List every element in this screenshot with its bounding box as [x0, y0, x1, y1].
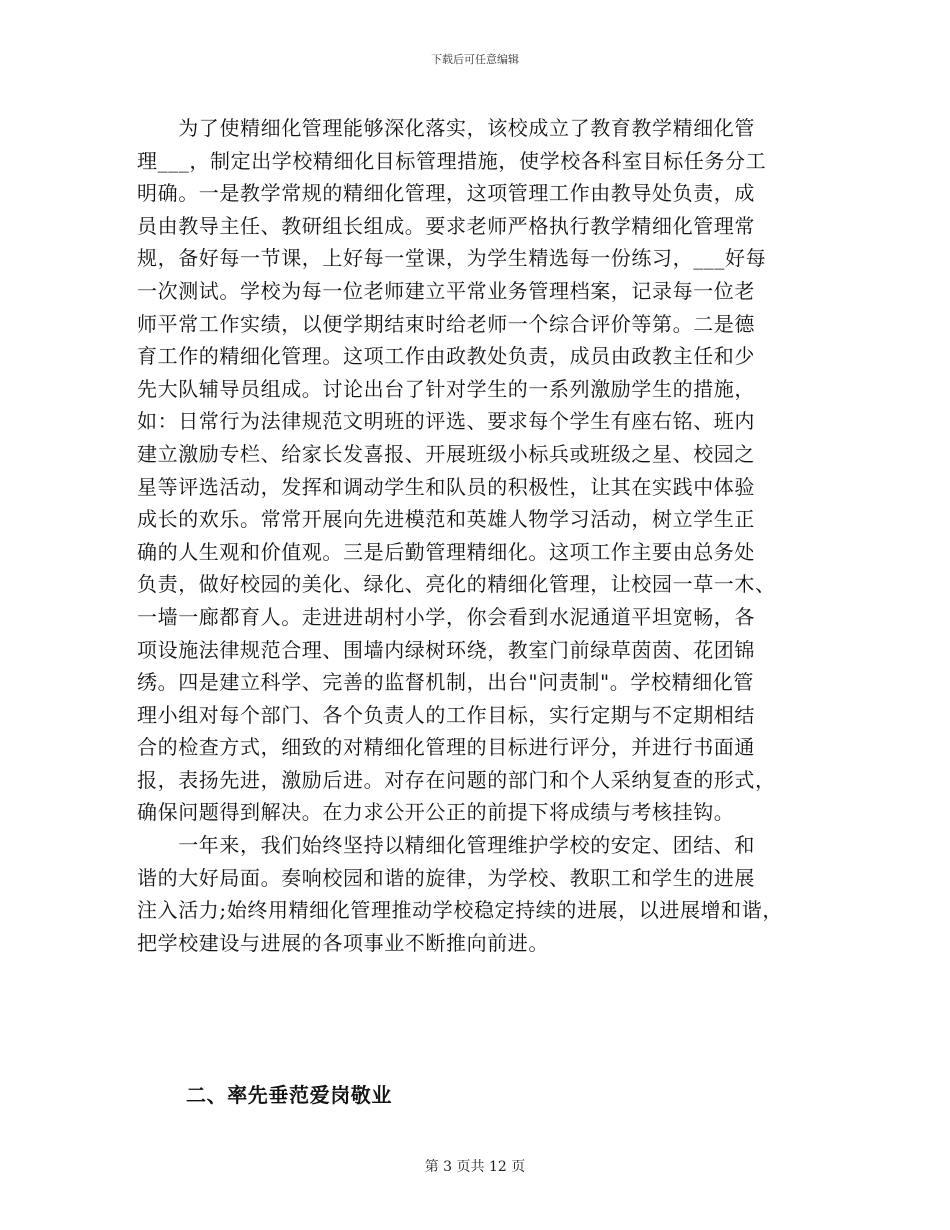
text-line: 一年来，我们始终坚持以精细化管理维护学校的安定、团结、和 [137, 833, 755, 858]
text-line: 注入活力;始终用精细化管理推动学校稳定持续的进展，以进展增和谐， [137, 898, 783, 923]
text-line: 先大队辅导员组成。讨论出台了针对学生的一系列激励学生的措施， [137, 376, 755, 401]
page-header-note: 下载后可任意编辑 [431, 53, 519, 66]
body-text [137, 112, 817, 959]
text-line: 星等评选活动，发挥和调动学生和队员的积极性，让其在实践中体验 [137, 474, 755, 499]
text-line: 如：日常行为法律规范文明班的评选、要求每个学生有座右铭、班内 [137, 409, 755, 434]
text-line: 谐的大好局面。奏响校园和谐的旋律，为学校、教职工和学生的进展 [137, 865, 755, 890]
text-line: 理小组对每个部门、各个负责人的工作目标，实行定期与不定期相结 [137, 702, 755, 727]
text-line: 报，表扬先进，激励后进。对存在问题的部门和个人采纳复查的形式， [137, 767, 776, 792]
text-line: 确保问题得到解决。在力求公开公正的前提下将成绩与考核挂钩。 [137, 800, 735, 825]
text-line: 为了使精细化管理能够深化落实，该校成立了教育教学精细化管 [137, 116, 755, 140]
text-line: 合的检查方式，细致的对精细化管理的目标进行评分，并进行书面通 [137, 735, 755, 760]
text-line: 理___，制定出学校精细化目标管理措施，使学校各科室目标任务分工 [137, 148, 767, 173]
text-line: 一墙一廊都育人。走进进胡村小学，你会看到水泥通道平坦宽畅，各 [137, 604, 755, 629]
page-number: 第 3 页共 12 页 [424, 1159, 526, 1175]
text-line: 明确。一是教学常规的精细化管理，这项管理工作由教导处负责，成 [137, 181, 755, 206]
text-line: 负责，做好校园的美化、绿化、亮化的精细化管理，让校园一草一木、 [137, 572, 776, 597]
text-line: 绣。四是建立科学、完善的监督机制，出台"问责制"。学校精细化管 [137, 670, 754, 695]
text-line: 确的人生观和价值观。三是后勤管理精细化。这项工作主要由总务处 [137, 539, 755, 564]
text-line: 项设施法律规范合理、围墙内绿树环绕，教室门前绿草茵茵、花团锦 [137, 637, 755, 662]
text-line: 师平常工作实绩，以便学期结束时给老师一个综合评价等第。二是德 [137, 311, 755, 336]
text-line: 把学校建设与进展的各项事业不断推向前进。 [137, 930, 549, 955]
text-line: 员由教导主任、教研组长组成。要求老师严格执行教学精细化管理常 [137, 213, 755, 238]
section-heading: 二、率先垂范爱岗敬业 [186, 1083, 392, 1107]
text-line: 育工作的精细化管理。这项工作由政教处负责，成员由政教主任和少 [137, 344, 755, 369]
text-line: 成长的欢乐。常常开展向先进模范和英雄人物学习活动，树立学生正 [137, 507, 755, 532]
text-line: 建立激励专栏、给家长发喜报、开展班级小标兵或班级之星、校园之 [137, 441, 755, 466]
text-line: 规，备好每一节课，上好每一堂课，为学生精选每一份练习，___好每 [137, 246, 767, 271]
text-line: 一次测试。学校为每一位老师建立平常业务管理档案，记录每一位老 [137, 278, 755, 303]
